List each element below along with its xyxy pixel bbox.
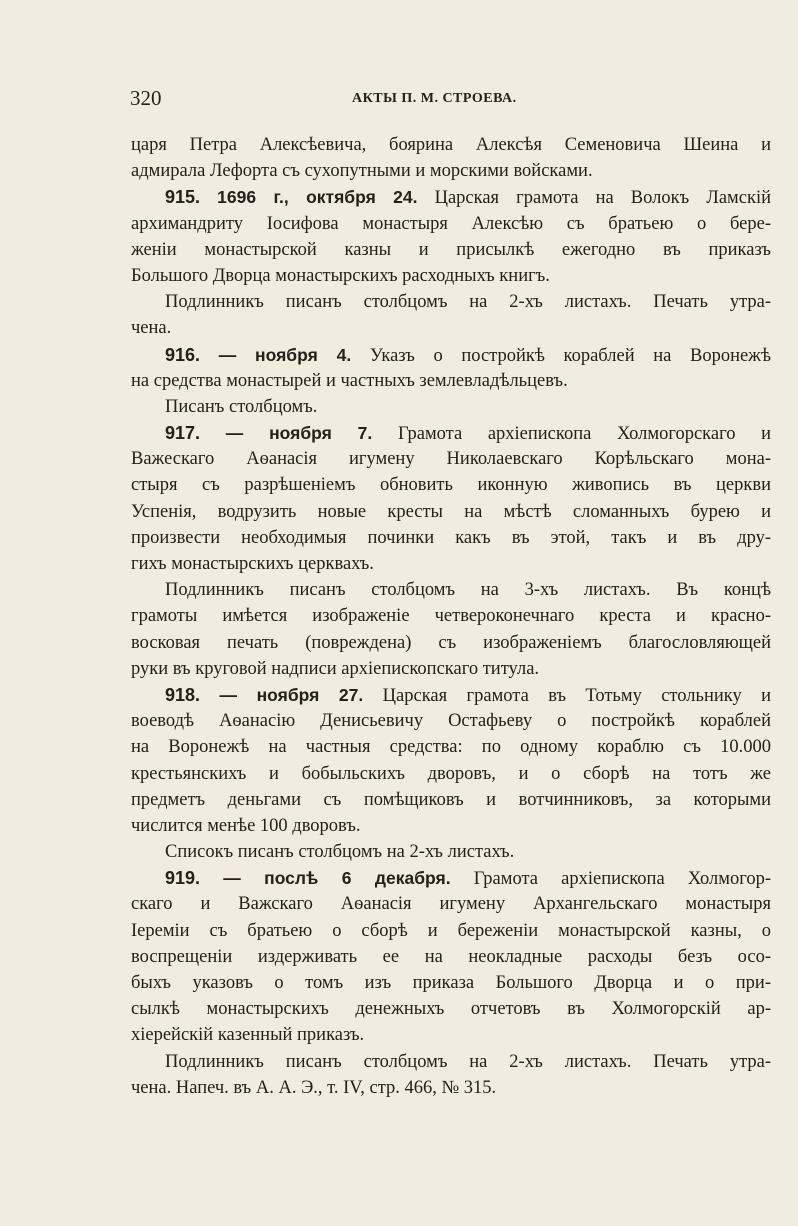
line-text: Подлинникъ писанъ столбцомъ на 3-хъ листахъ. Въ концѣ	[165, 580, 771, 601]
text-line	[131, 944, 771, 970]
line-text: адмирала Лефорта съ сухопутными и морскими войсками.	[131, 161, 593, 182]
text-line	[131, 813, 771, 839]
line-text: чена.	[131, 318, 172, 339]
line-text: произвести необходимыя починки какъ въ этой, такъ и въ дру-	[131, 527, 771, 548]
line-text: гихъ монастырскихъ церквахъ.	[131, 554, 374, 574]
line-text: скаго и Важскаго Аѳанасія игумену Архангельскаго монастыря	[131, 894, 771, 915]
line-text: хіерейскій казенный приказъ.	[131, 1025, 365, 1046]
entry-number: 915.	[165, 187, 201, 208]
text-line	[131, 472, 771, 498]
line-text: женіи монастырской казны и присылкѣ ежегодно въ приказъ	[131, 239, 771, 260]
text-line	[131, 211, 771, 237]
text-line	[131, 525, 771, 551]
text-line	[131, 603, 771, 629]
text-line	[131, 499, 771, 525]
entry-date: — послѣ 6 декабря.	[223, 868, 451, 889]
line-text: крестьянскихъ и бобыльскихъ дворовъ, и о сборѣ на тотъ же	[131, 763, 771, 784]
entry-date: — ноября 4.	[218, 344, 352, 365]
text-line	[131, 577, 771, 603]
line-text: воеводѣ Аѳанасію Денисьевичу Остафьеву о постройкѣ кораблей	[131, 711, 771, 732]
text-line	[131, 865, 771, 891]
line-text: стыря съ разрѣшеніемъ обновить иконную живопись въ церкви	[131, 475, 771, 496]
text-line	[131, 918, 771, 944]
page-header	[0, 86, 798, 114]
line-text: Списокъ писанъ столбцомъ на 2-хъ листахъ.	[165, 842, 515, 863]
line-text: сылкѣ монастырскихъ денежныхъ отчетовъ въ Холмогорскій ар-	[131, 999, 771, 1020]
line-text: Іеремiи съ братьею о сборѣ и береженіи монастырской казны, о	[131, 920, 771, 941]
line-text: Подлинникъ писанъ столбцомъ на 2-хъ листахъ. Печать утра-	[165, 292, 771, 313]
text-line	[131, 551, 771, 577]
line-text: Царская грамота въ Тотьму стольнику и	[382, 685, 771, 706]
line-text: быхъ указовъ о томъ изъ приказа Большого Дворца и о при-	[131, 973, 771, 993]
line-text: Важескаго Аѳанасія игумену Николаевскаго Корѣльскаго мона-	[131, 449, 771, 470]
entry-date: — ноября 27.	[219, 684, 364, 705]
text-line	[131, 761, 771, 787]
line-text: предметъ деньгами съ помѣщиковъ и вотчинниковъ, за которыми	[131, 789, 771, 810]
text-line	[131, 996, 771, 1022]
text-line	[131, 656, 771, 682]
text-line	[131, 734, 771, 760]
line-text: на средства монастырей и частныхъ землевладѣльцевъ.	[131, 370, 568, 391]
text-line	[131, 394, 771, 420]
entry-number: 919.	[165, 868, 201, 889]
line-text: Подлинникъ писанъ столбцомъ на 2-хъ листахъ. Печать утра-	[165, 1051, 771, 1072]
text-line	[131, 237, 771, 263]
line-text: царя Петра Алексѣевича, боярина Алексѣя Семеновича Шеина и	[131, 135, 771, 155]
line-text: Царская грамота на Волокъ Ламскій	[434, 188, 771, 209]
entry-number: 917.	[165, 423, 201, 444]
page-number: 320	[130, 86, 162, 110]
text-line	[131, 970, 771, 996]
text-line	[131, 368, 771, 394]
text-line	[131, 263, 771, 289]
entry-date: — ноября 7.	[225, 423, 373, 444]
line-text: числится менѣе 100 дворовъ.	[131, 815, 361, 836]
text-line	[131, 630, 771, 656]
line-text: Грамота архіепископа Холмогорскаго и	[397, 424, 771, 445]
running-title: АКТЫ П. М. СТРОЕВА.	[352, 91, 517, 106]
text-line	[131, 158, 771, 184]
line-text: на Воронежѣ на частныя средства: по одному кораблю съ 10.000	[131, 737, 771, 758]
text-line	[131, 787, 771, 813]
text-line	[131, 342, 771, 368]
line-text: Большого Дворца монастырскихъ расходныхъ книгъ.	[131, 265, 550, 286]
text-line	[131, 420, 771, 446]
line-text: Грамота архіепископа Холмогор-	[473, 869, 771, 890]
document-body	[131, 132, 771, 1101]
text-line	[131, 891, 771, 917]
line-text: восковая печать (повреждена) съ изображеніемъ благословляющей	[131, 632, 771, 653]
line-text: Писанъ столбцомъ.	[165, 396, 318, 417]
text-line	[131, 1075, 771, 1101]
text-line	[131, 446, 771, 472]
line-text: чена. Напеч. въ А. А. Э., т. IV, стр. 466, № 315.	[131, 1077, 497, 1098]
text-line	[131, 708, 771, 734]
line-text: архимандриту Іосифова монастыря Алексѣю съ братьею о бере-	[131, 213, 771, 234]
text-line	[131, 184, 771, 210]
line-text: Успенія, водрузить новые кресты на мѣстѣ сломанныхъ бурею и	[131, 501, 771, 522]
text-line	[131, 1022, 771, 1048]
line-text: руки въ круговой надписи архіепископскаго титула.	[131, 658, 540, 679]
entry-date: 1696 г., октября 24.	[217, 187, 418, 208]
text-line	[131, 1049, 771, 1075]
entry-number: 918.	[165, 684, 201, 705]
text-line	[131, 132, 771, 158]
text-line	[131, 315, 771, 341]
text-line	[131, 682, 771, 708]
entry-number: 916.	[165, 344, 201, 365]
text-line	[131, 289, 771, 315]
line-text: грамоты имѣется изображеніе четвероконечнаго креста и красно-	[131, 606, 771, 627]
line-text: Указъ о постройкѣ кораблей на Воронежѣ	[369, 345, 771, 366]
line-text: воспрещеніи издерживать ее на неокладные расходы безъ осо-	[131, 946, 771, 967]
text-line	[131, 839, 771, 865]
